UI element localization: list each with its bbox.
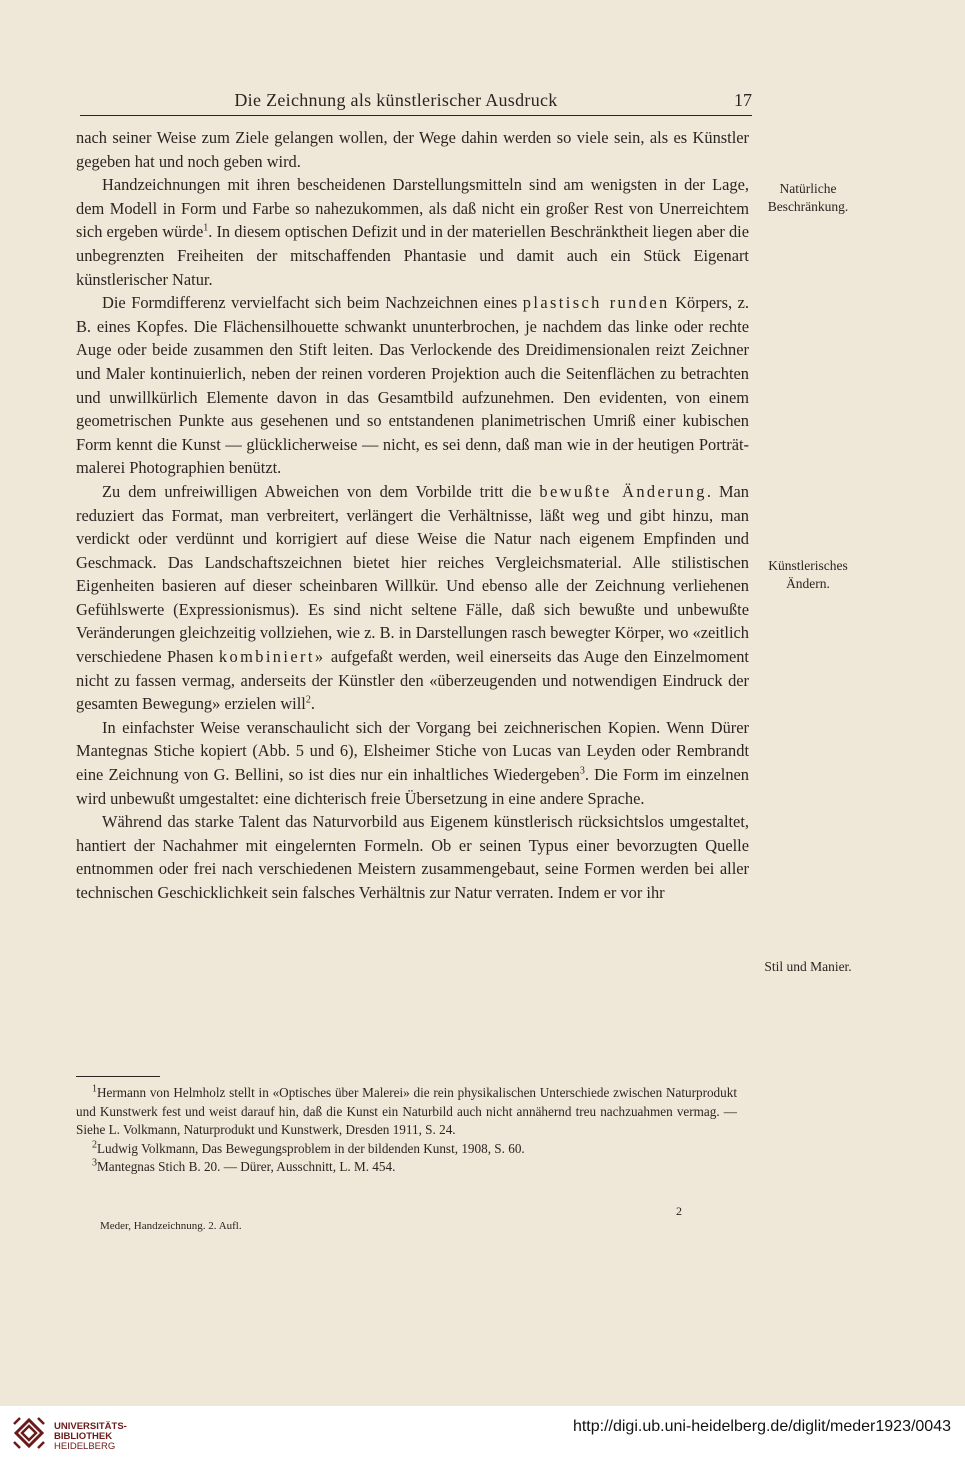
- library-logo-icon: [12, 1416, 46, 1450]
- imprint-line: Meder, Handzeichnung. 2. Aufl.: [100, 1220, 242, 1232]
- paragraph: Während das starke Talent das Naturvorbild aus Eigenem künstlerisch rücksichtslos umgestaltet, hantiert der Nachahmer mit eingelernten Formeln. Ob er seinen Typus einer bevorzugten Quelle entnommen oder frei nach verschiedenen Meistern zusammengebaut, seine Formen werden bei aller technischen Geschicklichkeit sein falsches Verhältnis zur Natur verraten. Indem er vor ihr: [76, 812, 749, 902]
- body-text: [76, 126, 749, 905]
- emphasis: plastisch runden: [522, 293, 670, 313]
- page-number: 17: [734, 90, 752, 110]
- sheet-signature: 2: [676, 1204, 682, 1218]
- footnote-ref: 1: [203, 222, 209, 234]
- footnote: $^1$Hermann von Helmholz stellt in «Optisches über Malerei» die rein physikalischen Unterschiede zwischen Naturprodukt und Kunstwerk fest und weist darauf hin, daß die Kunst ein Naturbild auch nicht annähernd treu nachzuahmen vermag. — Siehe L. Volkmann, Naturprodukt und Kunstwerk, Dresden 1911, S. 24.: [76, 1083, 737, 1138]
- paragraph: Die Formdifferenz vervielfacht sich beim Nachzeichnen eines plastisch runden Körpers, z. B. eines Kopfes. Die Flächensilhouette schwankt ununterbrochen, je nachdem das linke oder rechte Auge oder beide zusammen den Stift leiten. Das Verlockende des Dreidimensionalen reizt Zeichner und Maler kontinuierlich, neben der reinen vorderen Projektion auch die Seitenflächen zu betrachten und unwillkürlich Elemente davon in das Gesamtbild aufzunehmen. Den evidenten, von einem geometrischen Punkte aus gesehenen und so entstandenen planimetrischen Umriß einer kubischen Form kennt die Kunst — glücklicherweise — nicht, es sei denn, daß man wie in der heutigen Porträtmalerei Photographien benützt.: [76, 293, 749, 478]
- paragraph: Zu dem unfreiwilligen Abweichen von dem Vorbilde tritt die bewußte Änderung. Man reduziert das Format, man verbreitert, verlängert die Verhältnisse, läßt weg und gibt hinzu, man verdickt oder verdünnt und korrigiert auf diese Weise die Natur nach eigenem Empfinden und Geschmack. Das Landschaftszeichnen bietet hier reiches Vergleichsmaterial. Alle stilistischen Eigenheiten basieren auf dieser scheinbaren Willkür. Und ebenso alle der Zeichnung verliehenen Gefühlswerte (Expressionismus). Es sind nicht seltene Fälle, daß sich bewußte und unbewußte Veränderungen gleichzeitig vollziehen, wie z. B. in Darstellungen rasch bewegter Körper, wo «zeitlich verschiedene Phasen kombiniert» aufgefaßt werden, weil einerseits das Auge den Einzelmoment nicht zu fassen vermag, anderseits der Künstler den «überzeugenden und notwendigen Eindruck der gesamten Bewegung» erzielen will$^2$.: [76, 481, 749, 714]
- margin-note: Natürliche Beschränkung.: [767, 181, 849, 214]
- running-title: Die Zeichnung als künstlerischer Ausdruck: [234, 90, 558, 110]
- margin-note: Stil und Manier.: [764, 959, 852, 974]
- library-name: UNIVERSITÄTS- BIBLIOTHEK HEIDELBERG: [54, 1421, 127, 1452]
- viewer-footer: [0, 1406, 965, 1476]
- footnote: $^3$Mantegnas Stich B. 20. — Dürer, Ausschnitt, L. M. 454.: [92, 1157, 396, 1175]
- paragraph: nach seiner Weise zum Ziele gelangen wollen, der Wege dahin werden so viele sein, als es Künstler gegeben hat und noch geben wird.: [76, 128, 749, 171]
- footnote: $^2$Ludwig Volkmann, Das Bewegungsproblem in der bildenden Kunst, 1908, S. 60.: [92, 1139, 525, 1156]
- page-header: [80, 88, 752, 116]
- footnotes: [76, 1084, 737, 1177]
- paragraph: Handzeichnungen mit ihren bescheidenen Darstellungsmitteln sind am wenigsten in der Lage, dem Modell in Form und Farbe so nahezukommen, als daß nicht ein großer Rest von Unerreichtem sich ergeben würde$^1$. In diesem optischen Defizit und in der materiellen Beschränktheit liegen aber die unbegrenzten Freiheiten der mitschaffenden Phantasie und damit auch ein Stück Eigenart künstlerischer Natur.: [76, 175, 749, 289]
- header-rule: [80, 115, 752, 116]
- footnote-rule: [76, 1076, 160, 1077]
- source-url-link[interactable]: http://digi.ub.uni-heidelberg.de/diglit/meder1923/0043: [572, 1418, 951, 1435]
- margin-note: Künstlerisches Ändern.: [768, 558, 848, 591]
- footnote-ref: 3: [579, 765, 585, 777]
- emphasis: bewußte Änderung: [539, 481, 707, 501]
- footnote-ref: 2: [305, 694, 311, 706]
- emphasis: kombiniert»: [218, 647, 326, 667]
- paragraph: In einfachster Weise veranschaulicht sich der Vorgang bei zeichnerischen Kopien. Wenn Dürer Mantegnas Stiche kopiert (Abb. 5 und 6), Elsheimer Stiche von Lucas van Leyden oder Rembrandt eine Zeichnung von G. Bellini, so ist dies nur ein inhaltliches Wiedergeben$^3$. Die Form im einzelnen wird unbewußt umgestaltet: eine dichterisch freie Übersetzung in eine andere Sprache.: [76, 717, 749, 808]
